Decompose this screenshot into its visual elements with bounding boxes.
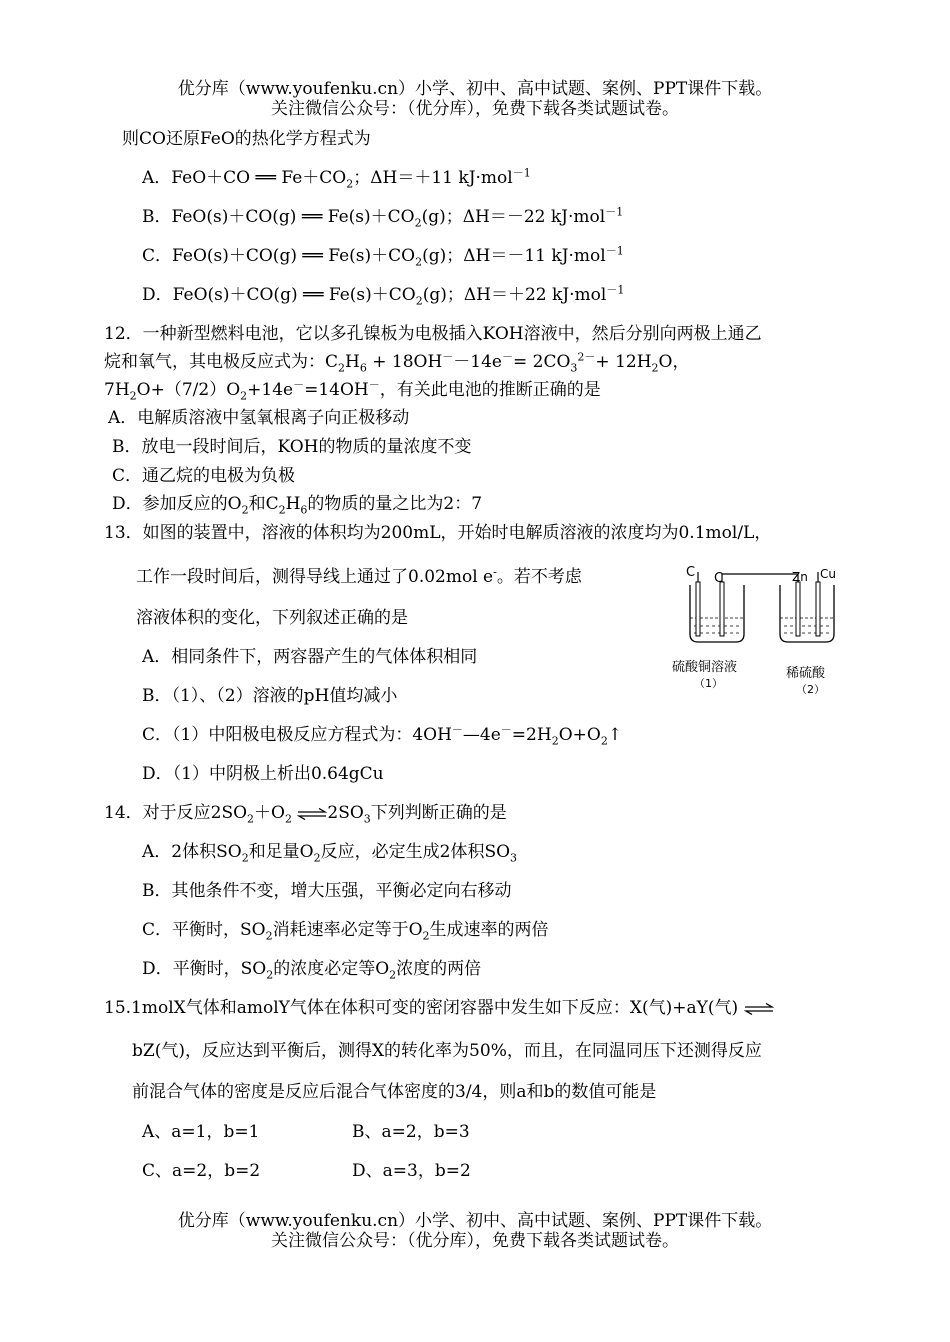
q11-option-a — [142, 167, 531, 189]
footer-line-2: 关注微信公众号：（优分库），免费下载各类试题试卷。 — [271, 1231, 679, 1251]
text: 消耗速率必定等于O — [272, 920, 423, 940]
subscript: 6 — [359, 361, 367, 375]
text: D．平衡时，SO — [142, 959, 267, 979]
q15-option-b: B、a=2，b=3 — [352, 1122, 470, 1142]
label-cu: Cu — [820, 567, 836, 581]
beaker-2 — [780, 585, 834, 642]
text: 的物质的量之比为2：7 — [307, 494, 483, 514]
q13-option-a: A．相同条件下，两容器产生的气体体积相同 — [142, 647, 478, 667]
subscript: 3 — [510, 851, 518, 865]
subscript: 2 — [389, 968, 397, 982]
text: 烷和氧气，其电极反应式为：C — [104, 352, 339, 372]
header-line-1: 优分库（www.youfenku.cn）小学、初中、高中试题、案例、PPT课件下载。 — [177, 79, 773, 99]
superscript: －1 — [512, 166, 531, 180]
subscript: 2 — [415, 294, 423, 308]
caption-beaker-2-number: （2） — [796, 683, 825, 696]
header-line-2: 关注微信公众号：（优分库），免费下载各类试题试卷。 — [271, 99, 679, 119]
equation: FeO(s)＋CO(g) ══ Fe(s)＋CO — [172, 246, 416, 266]
text: H — [285, 494, 301, 514]
q12-option-b: B．放电一段时间后，KOH的物质的量浓度不变 — [112, 437, 472, 457]
subscript: 2 — [651, 361, 659, 375]
text: C．（1）中阳极电极反应方程式为：4OH — [142, 725, 452, 745]
text: 7H — [104, 380, 130, 400]
subscript: 2 — [278, 503, 286, 517]
superscript: － — [368, 378, 380, 392]
subscript: 2 — [346, 177, 354, 191]
subscript: 2 — [265, 929, 273, 943]
subscript: 2 — [414, 216, 422, 230]
electrode-zn — [796, 582, 800, 636]
text: 15.1molX气体和amolY气体在体积可变的密闭容器中发生如下反应：X(气)+aY(气) — [104, 998, 739, 1018]
subscript: 2 — [600, 734, 608, 748]
text: 浓度的两倍 — [396, 959, 482, 979]
option-label: D． — [142, 285, 173, 305]
electrode-cu — [816, 582, 820, 636]
text: 工作一段时间后，测得导线上通过了0.02mol e — [136, 567, 494, 587]
subscript: 2 — [266, 968, 274, 982]
q11-intro: 则CO还原FeO的热化学方程式为 — [122, 129, 371, 149]
subscript: 2 — [338, 361, 346, 375]
text: O+（7/2）O — [136, 380, 241, 400]
equation: FeO(s)＋CO(g) ══ Fe(s)＋CO — [171, 207, 415, 227]
subscript: 2 — [240, 389, 248, 403]
q13-stem-line-1: 13．如图的装置中，溶液的体积均为200mL，开始时电解质溶液的浓度均为0.1mol/L， — [104, 523, 772, 543]
q11-option-d — [142, 284, 624, 306]
text: 和足量O — [248, 842, 314, 862]
equation: ；ΔH＝＋11 kJ·mol — [353, 168, 513, 188]
superscript: － — [502, 350, 513, 364]
equation: FeO(s)＋CO(g) ══ Fe(s)＋CO — [172, 285, 416, 305]
text: 2SO — [327, 803, 364, 823]
subscript: 2 — [415, 255, 423, 269]
electrode-c2 — [720, 582, 724, 636]
q12-option-c: C．通乙烷的电极为负极 — [112, 466, 296, 486]
equation: FeO＋CO ══ Fe＋CO — [171, 168, 347, 188]
q15-stem-line-2: bZ(气)，反应达到平衡后，测得X的转化率为50%，而且，在同温同压下还测得反应 — [132, 1041, 762, 1061]
text: 和C — [248, 494, 279, 514]
text: = 2CO — [513, 352, 571, 372]
text: + 12H — [595, 352, 652, 372]
subscript: 3 — [363, 812, 371, 826]
equation: (g)；ΔH＝＋22 kJ·mol — [422, 285, 607, 305]
subscript: 2 — [241, 851, 249, 865]
superscript: － — [293, 378, 305, 392]
text: O， — [658, 352, 690, 372]
superscript: －1 — [605, 205, 624, 219]
q14-option-d — [142, 958, 481, 980]
q12-stem-line-1: 12．一种新型燃料电池，它以多孔镍板为电极插入KOH溶液中，然后分别向两极上通乙 — [104, 324, 762, 344]
q15-stem-line-3: 前混合气体的密度是反应后混合气体密度的3/4，则a和b的数值可能是 — [132, 1082, 657, 1102]
q14-stem — [104, 802, 507, 824]
subscript: 2 — [129, 389, 137, 403]
label-c2: C — [714, 571, 724, 586]
text: 的浓度必定等O — [273, 959, 390, 979]
subscript: 2 — [313, 851, 321, 865]
text: =14OH — [304, 380, 369, 400]
superscript: － — [451, 723, 463, 737]
subscript: 2 — [422, 929, 430, 943]
subscript: 2 — [241, 503, 249, 517]
text: + 18OH — [366, 352, 443, 372]
text: H — [345, 352, 360, 372]
label-c1: C — [686, 565, 696, 580]
text: —4e — [462, 725, 501, 745]
text: 14．对于反应2SO — [104, 803, 248, 823]
text: －14e — [453, 352, 502, 372]
q15-stem-line-1 — [104, 997, 774, 1019]
q12-option-d — [112, 493, 482, 515]
text: 反应，必定生成2体积SO — [320, 842, 511, 862]
superscript: - — [493, 565, 497, 579]
q11-option-c — [142, 245, 624, 267]
caption-beaker-1-number: （1） — [694, 677, 723, 690]
subscript: 6 — [300, 503, 308, 517]
q14-option-a — [142, 841, 517, 863]
subscript: 2 — [247, 812, 255, 826]
q15-option-c: C、a=2，b=2 — [142, 1161, 261, 1181]
electrode-c1 — [696, 582, 700, 636]
q14-option-c — [142, 919, 549, 941]
equilibrium-arrow-icon — [297, 808, 327, 820]
caption-beaker-2: 稀硫酸 — [786, 666, 826, 681]
superscript: －1 — [606, 283, 625, 297]
q13-option-c — [142, 724, 622, 746]
subscript: 2 — [284, 812, 292, 826]
option-label: B． — [142, 207, 172, 227]
text: 下列判断正确的是 — [370, 803, 507, 823]
equilibrium-arrow-icon — [744, 1003, 774, 1015]
equation: (g)；ΔH＝－11 kJ·mol — [422, 246, 606, 266]
q13-stem-line-3: 溶液体积的变化，下列叙述正确的是 — [136, 608, 408, 628]
q13-option-d: D．（1）中阴极上析出0.64gCu — [142, 764, 384, 784]
text: A．2体积SO — [142, 842, 242, 862]
q14-option-b: B．其他条件不变，增大压强，平衡必定向右移动 — [142, 881, 512, 901]
q15-option-a: A、a=1，b=1 — [142, 1122, 260, 1142]
q12-stem-line-2 — [104, 351, 689, 373]
text: O+O — [558, 725, 601, 745]
superscript: －1 — [605, 244, 624, 258]
text: D．参加反应的O — [112, 494, 242, 514]
footer-line-1: 优分库（www.youfenku.cn）小学、初中、高中试题、案例、PPT课件下载。 — [177, 1211, 773, 1231]
wire-connector — [722, 574, 798, 584]
q15-option-d: D、a=3，b=2 — [352, 1161, 471, 1181]
subscript: 3 — [570, 361, 578, 375]
superscript: － — [442, 350, 454, 364]
text: 。若不考虑 — [496, 567, 582, 587]
q13-stem-line-2 — [136, 566, 582, 588]
q13-option-b: B．（1）、（2）溶液的pH值均减小 — [142, 686, 398, 706]
superscript: － — [500, 723, 512, 737]
text: ↑ — [607, 725, 623, 745]
label-zn: Zn — [792, 570, 808, 584]
q12-option-a: A．电解质溶液中氢氧根离子向正极移动 — [108, 408, 410, 428]
text: +14e — [247, 380, 294, 400]
subscript: 2 — [551, 734, 559, 748]
text: 生成速率的两倍 — [429, 920, 549, 940]
text: ，有关此电池的推断正确的是 — [379, 380, 601, 400]
electrolysis-diagram — [668, 560, 848, 705]
q12-stem-line-3 — [104, 379, 601, 401]
equation: (g)；ΔH＝－22 kJ·mol — [421, 207, 606, 227]
text: ＋O — [254, 803, 285, 823]
text: C．平衡时，SO — [142, 920, 266, 940]
q11-option-b — [142, 206, 623, 228]
text: =2H — [511, 725, 552, 745]
option-label: A． — [142, 168, 172, 188]
option-label: C． — [142, 246, 173, 266]
superscript: 2－ — [577, 350, 596, 364]
caption-beaker-1: 硫酸铜溶液 — [672, 660, 738, 675]
